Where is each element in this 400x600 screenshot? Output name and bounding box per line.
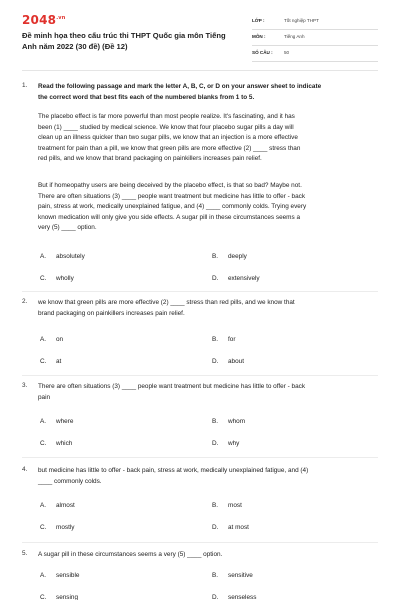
option-text: for	[228, 336, 236, 343]
question-number: 3.	[22, 382, 28, 389]
option-b[interactable]	[212, 572, 253, 579]
option-a[interactable]	[40, 336, 63, 343]
passage-paragraph-1	[38, 112, 378, 165]
option-letter: D.	[212, 524, 219, 531]
option-b[interactable]	[212, 253, 247, 260]
option-c[interactable]	[40, 275, 74, 282]
option-letter: B.	[212, 502, 219, 509]
question-line: pain	[38, 393, 51, 401]
question-line: but medicine has little to offer - back pain, stress at work, medically unexplained fatigue, and (4)	[38, 467, 309, 474]
passage-line: red pills, and we know that brand packaging on painkillers increases pain relief.	[38, 155, 262, 162]
passage-line: There are often situations (3) ____ people want treatment but medicine has little to offer - back	[38, 192, 306, 200]
question-number: 4.	[22, 466, 28, 473]
passage-line: been (1) ____ studied by medical science. We know that four placebo sugar pills a day will	[38, 123, 294, 131]
logo-suffix: .vn	[56, 15, 66, 21]
question-line: brand packaging on painkillers increases pain relief.	[38, 309, 185, 317]
option-letter: A.	[40, 418, 47, 425]
instruction-line: Read the following passage and mark the letter A, B, C, or D on your answer sheet to indicate	[38, 83, 322, 90]
meta-value: 50	[284, 50, 290, 55]
meta-value: Tốt nghiệp THPT	[284, 18, 319, 23]
meta-table	[252, 14, 378, 62]
meta-label: MÔN :	[252, 34, 266, 39]
option-letter: B.	[212, 336, 219, 343]
option-a[interactable]	[40, 253, 85, 260]
option-letter: C.	[40, 440, 47, 447]
title-line-1: Đề minh họa theo cấu trúc thi THPT Quốc gia môn Tiếng	[22, 31, 226, 40]
question-instruction	[38, 82, 378, 103]
title-line-2: Anh năm 2022 (30 đề) (Đề 12)	[22, 42, 128, 51]
option-text: why	[228, 440, 240, 447]
passage-line: The placebo effect is far more powerful than most people realize. It's fascinating, and it has	[38, 113, 295, 120]
option-text: mostly	[56, 524, 75, 531]
site-logo[interactable]	[22, 13, 66, 27]
option-text: sensing	[56, 594, 79, 600]
option-text: most	[228, 502, 242, 509]
option-text: whom	[228, 418, 246, 425]
option-letter: C.	[40, 524, 47, 531]
passage-line: But if homeopathy users are being deceived by the placebo effect, is that so bad? Maybe not.	[38, 182, 302, 189]
option-a[interactable]	[40, 502, 75, 509]
question-number: 5.	[22, 550, 28, 557]
page-header	[0, 0, 400, 66]
option-text: extensively	[228, 275, 260, 282]
question-text	[38, 550, 378, 561]
option-text: about	[228, 358, 244, 365]
option-d[interactable]	[212, 275, 260, 282]
option-letter: B.	[212, 572, 219, 579]
option-letter: D.	[212, 358, 219, 365]
option-letter: D.	[212, 594, 219, 600]
question-line: There are often situations (3) ____ people want treatment but medicine has little to offer - back	[38, 383, 306, 390]
question-divider	[22, 375, 378, 376]
passage-line: very (5) ____ option.	[38, 224, 97, 231]
option-letter: B.	[212, 253, 219, 260]
passage-line: treatment for pain than a pill, we know that green pills are more effective (2) ____ stress than	[38, 144, 301, 152]
option-text: sensible	[56, 572, 80, 579]
question-text	[38, 298, 378, 319]
option-letter: C.	[40, 358, 47, 365]
option-text: absolutely	[56, 253, 85, 260]
question-line: ____ commonly colds.	[38, 477, 102, 485]
question-line: we know that green pills are more effective (2) ____ stress than red pills, and we know that	[38, 299, 295, 306]
option-text: sensitive	[228, 572, 253, 579]
passage-paragraph-2	[38, 181, 378, 234]
logo-text: 2048	[22, 13, 57, 27]
option-letter: D.	[212, 440, 219, 447]
option-b[interactable]	[212, 336, 235, 343]
option-b[interactable]	[212, 502, 242, 509]
question-line: A sugar pill in these circumstances seems a very (5) ____ option.	[38, 551, 223, 558]
option-c[interactable]	[40, 594, 78, 600]
meta-row-count	[252, 46, 378, 62]
option-a[interactable]	[40, 418, 73, 425]
question-divider	[22, 542, 378, 543]
option-text: where	[56, 418, 74, 425]
document-title	[22, 30, 257, 52]
option-letter: A.	[40, 253, 47, 260]
instruction-line: the correct word that best fits each of the numbered blanks from 1 to 5.	[38, 93, 255, 101]
meta-row-class	[252, 14, 378, 30]
option-b[interactable]	[212, 418, 245, 425]
option-d[interactable]	[212, 358, 244, 365]
option-letter: C.	[40, 594, 47, 600]
meta-label: SỐ CÂU :	[252, 50, 273, 55]
option-c[interactable]	[40, 524, 74, 531]
option-a[interactable]	[40, 572, 79, 579]
passage-line: known medication will only give you side effects. A sugar pill in these circumstances seems a	[38, 213, 301, 221]
option-text: at most	[228, 524, 249, 531]
option-text: almost	[56, 502, 75, 509]
option-text: which	[56, 440, 73, 447]
option-text: deeply	[228, 253, 247, 260]
option-letter: A.	[40, 572, 47, 579]
option-letter: C.	[40, 275, 47, 282]
option-text: on	[56, 336, 64, 343]
meta-row-subject	[252, 30, 378, 46]
option-letter: A.	[40, 502, 47, 509]
option-text: senseless	[228, 594, 257, 600]
meta-label: LỚP :	[252, 18, 265, 23]
passage-line: pain, stress at work, medically unexplained fatigue, and (4) ____ commonly colds. Trying every	[38, 203, 307, 210]
question-number: 1.	[22, 82, 28, 89]
option-d[interactable]	[212, 594, 256, 600]
option-c[interactable]	[40, 440, 72, 447]
option-text: wholly	[56, 275, 74, 282]
question-divider	[22, 457, 378, 458]
question-number: 2.	[22, 298, 28, 305]
option-letter: B.	[212, 418, 219, 425]
option-letter: D.	[212, 275, 219, 282]
header-divider	[22, 70, 378, 71]
option-d[interactable]	[212, 440, 239, 447]
option-letter: A.	[40, 336, 47, 343]
question-divider	[22, 291, 378, 292]
option-text: at	[56, 358, 62, 365]
passage-line: clean up an illness quicker than two sugar pills, we know that an injection is a more effective	[38, 134, 298, 141]
option-d[interactable]	[212, 524, 249, 531]
question-text	[38, 382, 378, 403]
option-c[interactable]	[40, 358, 61, 365]
question-text	[38, 466, 378, 487]
meta-value: Tiếng Anh	[284, 34, 305, 39]
